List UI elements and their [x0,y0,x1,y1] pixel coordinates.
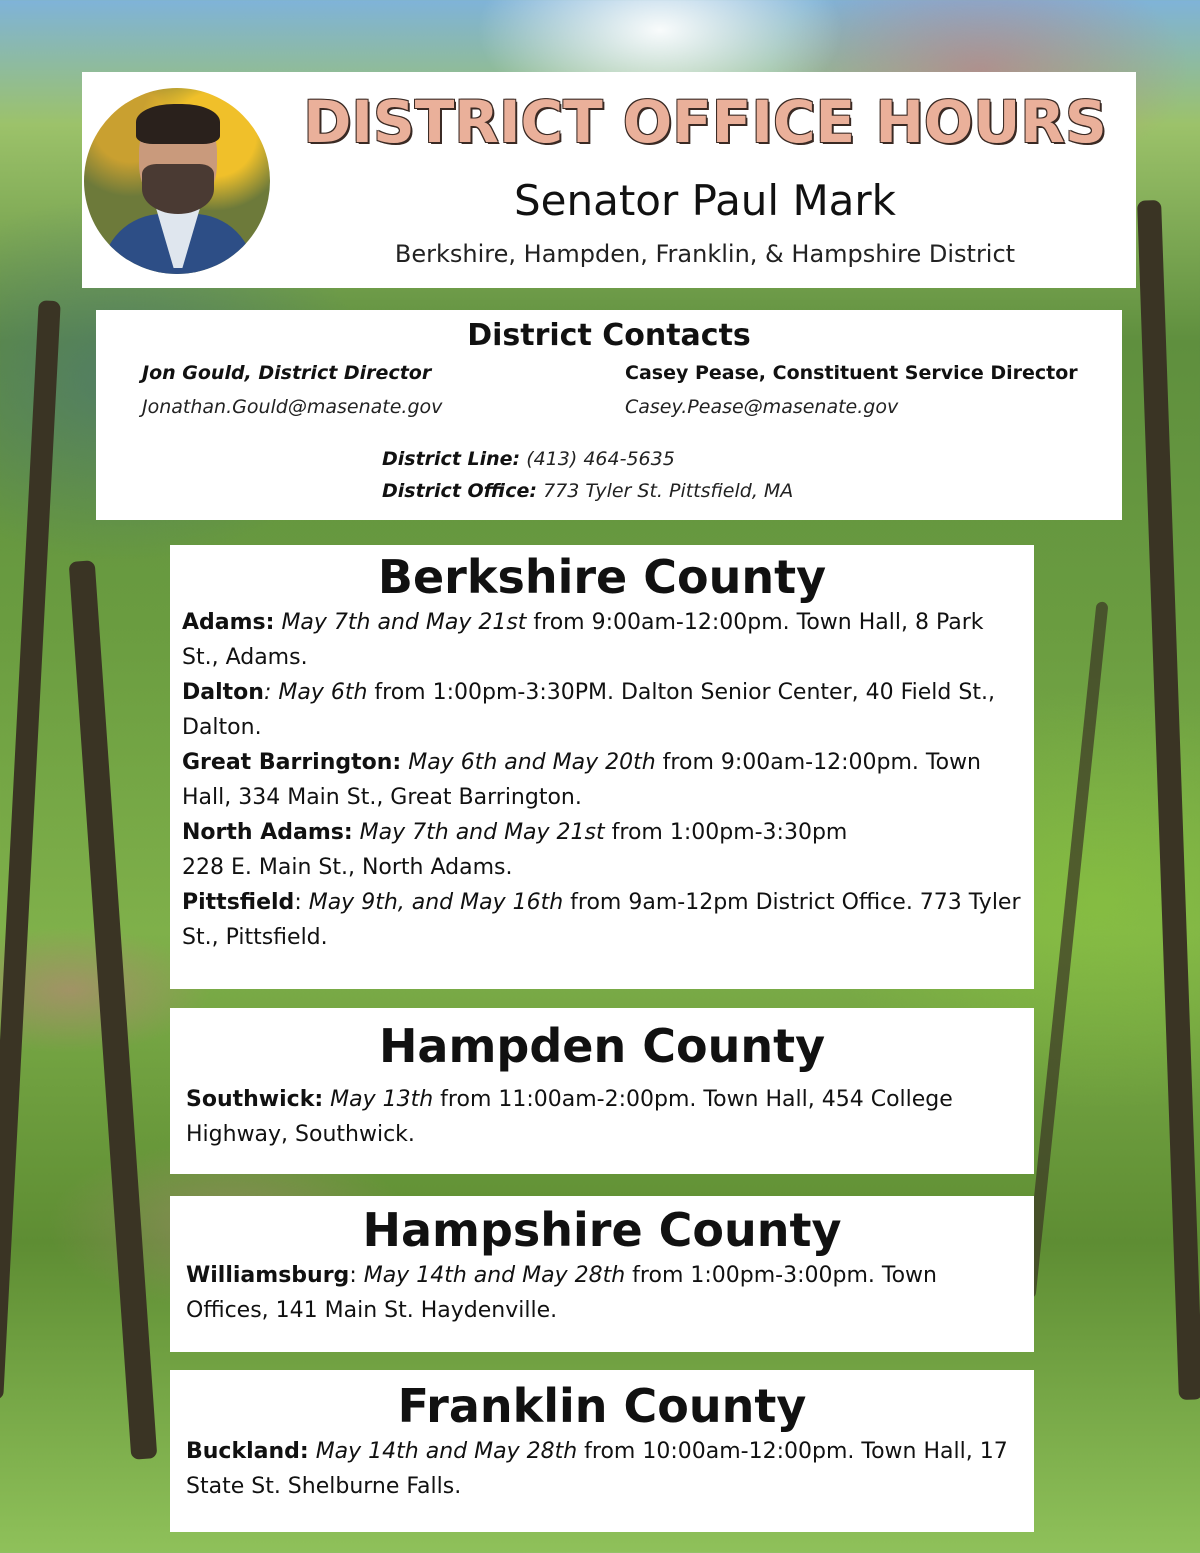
details: from 1:00pm-3:30pm [604,820,848,845]
district-office-label: District Office: [382,480,538,502]
town-name: Adams: [182,610,275,635]
details: from 9:00am-12:00pm. Town Hall, 334 Main St., Great Barrington. [182,750,982,810]
details: from 1:00pm-3:30PM. Dalton Senior Center, 40 Field St., Dalton. [182,680,995,740]
senator-photo [84,88,270,274]
details: from 9am-12pm District Office. 773 Tyler St., Pittsfield. [182,890,1021,950]
contact-name-left: Jon Gould, District Director [142,362,432,384]
contacts-card [96,310,1122,520]
town-name: Great Barrington: [182,750,402,775]
office-hours-entry: Williamsburg: May 14th and May 28th from 1:00pm-3:00pm. Town Offices, 141 Main St. Haydenville. [186,1263,937,1323]
dates: May 13th [330,1087,434,1112]
dates: May 9th, and May 16th [308,890,564,915]
district-name: Berkshire, Hampden, Franklin, & Hampshire District [394,240,1016,268]
details: from 11:00am-2:00pm. Town Hall, 454 College Highway, Southwick. [186,1087,953,1147]
tree-trunk [1137,200,1200,1400]
dates: May 7th and May 21st [281,610,527,635]
dates: May 14th and May 28th [315,1439,578,1464]
contacts-heading: District Contacts [467,318,751,353]
tree-trunk [0,300,61,1400]
district-line [382,448,675,470]
town-name: Williamsburg [186,1263,350,1288]
office-hours-entry [186,1434,1018,1504]
office-hours-entry: Dalton: May 6th from 1:00pm-3:30PM. Dalton Senior Center, 40 Field St., Dalton. [182,680,995,740]
office-hours-entry [182,745,1022,815]
office-hours-entry [182,605,1022,675]
hampden-county-card [170,1008,1034,1174]
dates: May 14th and May 28th [363,1263,626,1288]
dates: May 7th and May 21st [359,820,605,845]
town-name: Pittsfield [182,890,295,915]
district-office-value: 773 Tyler St. Pittsfield, MA [537,480,794,502]
details: from 10:00am-12:00pm. Town Hall, 17 State St. Shelburne Falls. [186,1439,1008,1499]
hampshire-county-card [170,1196,1034,1352]
dates: May 6th [278,680,368,705]
district-office [382,480,793,502]
tree-trunk [69,560,158,1460]
district-line-label: District Line: [382,448,521,470]
town-name: Southwick: [186,1087,324,1112]
header-card [82,72,1136,288]
senator-name: Senator Paul Mark [513,176,897,225]
office-hours-entry [186,1082,1018,1152]
town-name: Buckland: [186,1439,309,1464]
contact-name-right: Casey Pease, Constituent Service Director [625,362,1078,384]
dates: May 6th and May 20th [408,750,656,775]
details: from 1:00pm-3:00pm. Town Offices, 141 Main St. Haydenville. [186,1263,937,1323]
town-name: Dalton [182,680,264,705]
county-title: Berkshire County [377,550,827,604]
details: from 9:00am-12:00pm. Town Hall, 8 Park St., Adams. [182,610,984,670]
tree-trunk [1023,601,1108,1298]
contact-email-right[interactable]: Casey.Pease@masenate.gov [625,396,899,418]
details-address: 228 E. Main St., North Adams. [182,855,513,880]
contact-email-left[interactable]: Jonathan.Gould@masenate.gov [142,396,443,418]
district-line-value[interactable]: (413) 464-5635 [520,448,675,470]
berkshire-county-card [170,545,1034,989]
county-title: Franklin County [397,1379,807,1433]
town-name: North Adams: [182,820,353,845]
office-hours-entry [182,815,1022,885]
franklin-county-card [170,1370,1034,1532]
page-title: DISTRICT OFFICE HOURS [303,88,1107,156]
county-title: Hampshire County [362,1203,842,1257]
office-hours-entry: Pittsfield: May 9th, and May 16th from 9am-12pm District Office. 773 Tyler St., Pittsfield. [182,890,1021,950]
county-title: Hampden County [378,1019,826,1073]
